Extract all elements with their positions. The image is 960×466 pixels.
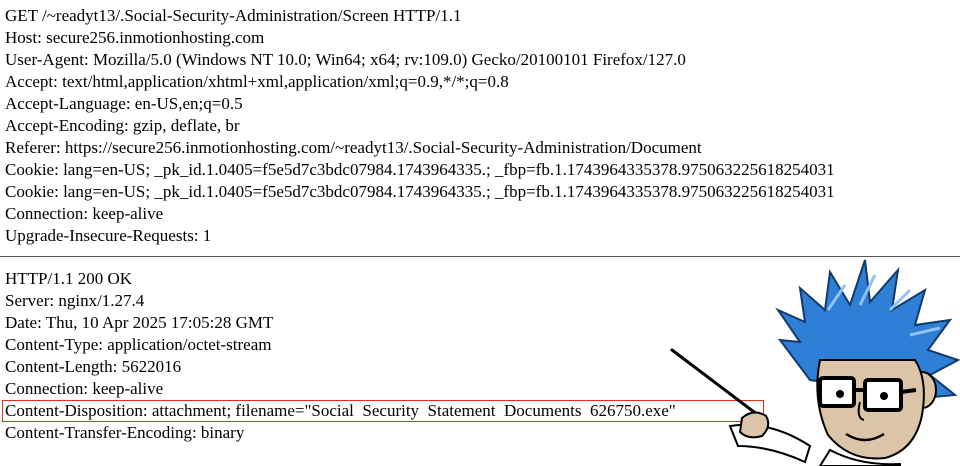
host-header: Host: secure256.inmotionhosting.com (5, 28, 265, 47)
accept-encoding-header: Accept-Encoding: gzip, deflate, br (5, 116, 240, 135)
pointing-mascot-illustration (660, 250, 960, 466)
request-line: GET /~readyt13/.Social-Security-Administration/Screen HTTP/1.1 (5, 6, 462, 25)
cookie-header: Cookie: lang=en-US; _pk_id.1.0405=f5e5d7c3bdc07984.1743964335.; _fbp=fb.1.1743964335378.975063225618254031 (5, 182, 835, 201)
user-agent-header: User-Agent: Mozilla/5.0 (Windows NT 10.0; Win64; x64; rv:109.0) Gecko/20100101 Firefox/127.0 (5, 50, 686, 69)
content-disposition-header: Content-Disposition: attachment; filename="Social Security Statement Documents 626750.exe" (5, 401, 676, 420)
status-line: HTTP/1.1 200 OK (5, 269, 133, 288)
content-disposition-highlight (2, 400, 764, 422)
date-header: Date: Thu, 10 Apr 2025 17:05:28 GMT (5, 313, 274, 332)
connection-header: Connection: keep-alive (5, 379, 164, 398)
accept-language-header: Accept-Language: en-US,en;q=0.5 (5, 94, 243, 113)
content-transfer-encoding-header: Content-Transfer-Encoding: binary (5, 423, 245, 442)
connection-header: Connection: keep-alive (5, 204, 164, 223)
server-header: Server: nginx/1.27.4 (5, 291, 145, 310)
content-type-header: Content-Type: application/octet-stream (5, 335, 272, 354)
cookie-header: Cookie: lang=en-US; _pk_id.1.0405=f5e5d7c3bdc07984.1743964335.; _fbp=fb.1.1743964335378.975063225618254031 (5, 160, 835, 179)
upgrade-insecure-requests-header: Upgrade-Insecure-Requests: 1 (5, 226, 212, 245)
accept-header: Accept: text/html,application/xhtml+xml,application/xml;q=0.9,*/*;q=0.8 (5, 72, 509, 91)
referer-header: Referer: https://secure256.inmotionhosting.com/~readyt13/.Social-Security-Administration/Document (5, 138, 702, 157)
content-length-header: Content-Length: 5622016 (5, 357, 182, 376)
